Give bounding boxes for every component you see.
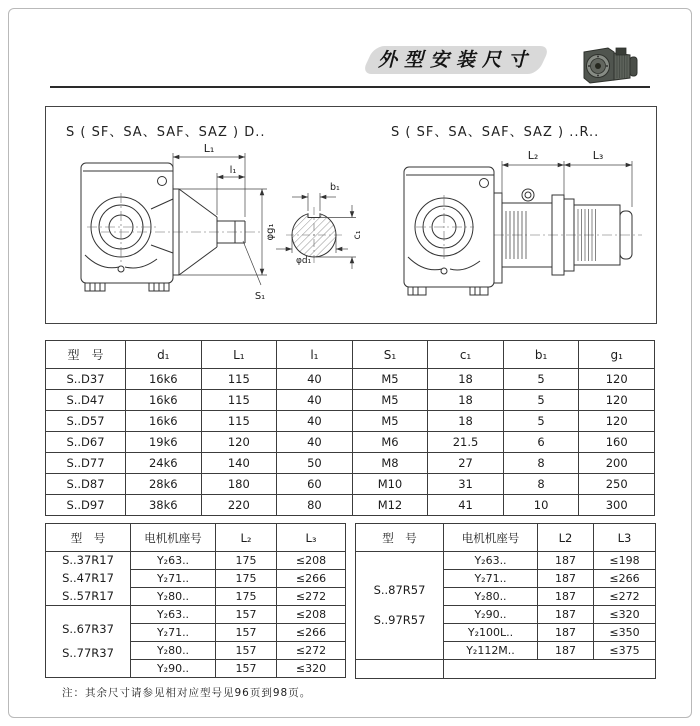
table-cell: 27: [428, 453, 504, 474]
column-header: 型 号: [46, 524, 131, 552]
dim-label-L1: L₁: [203, 142, 215, 155]
table-header-row: [46, 524, 346, 552]
table-cell: Y₂80..: [131, 642, 216, 660]
table-cell: 50: [277, 453, 353, 474]
table-cell: ≤320: [277, 660, 346, 678]
table-cell: Y₂63..: [131, 552, 216, 570]
table-cell: 120: [201, 432, 277, 453]
table-row: [46, 495, 655, 516]
table-cell: 5: [503, 411, 579, 432]
table-row: [46, 453, 655, 474]
table-cell: 175: [216, 588, 277, 606]
dim-label-b1: b₁: [330, 182, 340, 193]
gearmotor-photo-icon: [584, 48, 637, 83]
table-cell: [444, 660, 656, 679]
header-divider: [50, 86, 650, 88]
table-cell: 120: [579, 390, 655, 411]
table-cell: 157: [216, 642, 277, 660]
table-cell: 187: [538, 552, 594, 570]
table-cell: ≤272: [594, 588, 656, 606]
column-header: L₃: [277, 524, 346, 552]
column-header: S₁: [352, 341, 428, 369]
table-cell: Y₂80..: [131, 588, 216, 606]
table-cell: Y₂90..: [131, 660, 216, 678]
adapter-and-motor: [494, 189, 632, 283]
table-cell: 187: [538, 588, 594, 606]
table-cell: 41: [428, 495, 504, 516]
table-header-row: [356, 524, 656, 552]
shaft-dimensions-table: [45, 340, 655, 516]
model-label: S..57R17: [62, 588, 114, 603]
table-cell: Y₂63..: [444, 552, 538, 570]
table-cell: 115: [201, 369, 277, 390]
table-cell: ≤266: [594, 570, 656, 588]
table-cell: M5: [352, 411, 428, 432]
table-cell: 8: [503, 453, 579, 474]
table-cell: 220: [201, 495, 277, 516]
table-cell: 40: [277, 411, 353, 432]
table-row: [46, 390, 655, 411]
table-cell: 187: [538, 570, 594, 588]
model-cell: S..D57: [46, 411, 126, 432]
model-label: S..37R17: [62, 553, 114, 567]
table-cell: M6: [352, 432, 428, 453]
table-cell: 16k6: [126, 390, 202, 411]
model-label: S..87R57: [373, 582, 426, 597]
table-cell: 38k6: [126, 495, 202, 516]
column-header: 型 号: [46, 341, 126, 369]
table-cell: ≤208: [277, 606, 346, 624]
table-cell: ≤375: [594, 642, 656, 660]
dim-label-L3: L₃: [592, 149, 604, 162]
table-cell: [356, 660, 444, 679]
shaft-cross-section-drawing: [268, 177, 374, 289]
dim-label-L2: L₂: [527, 149, 539, 162]
motor-frame-table-left: [45, 523, 346, 678]
table-cell: 21.5: [428, 432, 504, 453]
table-cell: 10: [503, 495, 579, 516]
model-cell: S..D47: [46, 390, 126, 411]
table-cell: 187: [538, 606, 594, 624]
table-cell: 24k6: [126, 453, 202, 474]
table-row: [46, 552, 346, 570]
figure-label-r-series: S ( SF、SA、SAF、SAZ ) ..R..: [391, 125, 600, 140]
table-cell: 157: [216, 660, 277, 678]
drawings-panel: [45, 106, 657, 324]
table-cell: 120: [579, 411, 655, 432]
table-cell: Y₂71..: [131, 624, 216, 642]
table-cell: 187: [538, 624, 594, 642]
column-header: d₁: [126, 341, 202, 369]
column-header: L₁: [201, 341, 277, 369]
column-header: b₁: [503, 341, 579, 369]
table-cell: 31: [428, 474, 504, 495]
table-cell: ≤208: [277, 552, 346, 570]
table-cell: 5: [503, 369, 579, 390]
column-header: 电机机座号: [131, 524, 216, 552]
table-cell: M12: [352, 495, 428, 516]
table-cell: Y₂63..: [131, 606, 216, 624]
model-cell: S..D97: [46, 495, 126, 516]
table-cell: 187: [538, 642, 594, 660]
dim-label-S1: S₁: [254, 291, 266, 302]
table-cell: 60: [277, 474, 353, 495]
gearmotor-side-view-drawing: [394, 143, 650, 315]
dim-label-g1: φg₁: [265, 223, 276, 241]
empty-row: [356, 660, 656, 679]
column-header: l₁: [277, 341, 353, 369]
table-cell: 28k6: [126, 474, 202, 495]
shaft-section-with-keyway: [292, 214, 336, 257]
table-cell: 5: [503, 390, 579, 411]
table-cell: 16k6: [126, 411, 202, 432]
table-cell: ≤320: [594, 606, 656, 624]
table-cell: 18: [428, 369, 504, 390]
model-cell: S..D67: [46, 432, 126, 453]
table-cell: 6: [503, 432, 579, 453]
dim-label-d1: φd₁: [296, 256, 312, 266]
dimension-lines: [502, 161, 632, 207]
table-cell: M5: [352, 369, 428, 390]
table-cell: Y₂90..: [444, 606, 538, 624]
dimension-lines: [173, 153, 267, 285]
table-cell: ≤198: [594, 552, 656, 570]
table-cell: 115: [201, 411, 277, 432]
table-cell: 160: [579, 432, 655, 453]
table-cell: 140: [201, 453, 277, 474]
figure-label-d-series: S ( SF、SA、SAF、SAZ ) D..: [66, 125, 266, 140]
dim-label-l1: l₁: [229, 165, 237, 176]
table-cell: 175: [216, 570, 277, 588]
page-title: 外型安装尺寸: [377, 49, 534, 71]
table-cell: ≤272: [277, 588, 346, 606]
table-cell: 18: [428, 390, 504, 411]
table-row: [46, 432, 655, 453]
model-cell: S..D37: [46, 369, 126, 390]
table-cell: 175: [216, 552, 277, 570]
model-group-cell: [46, 552, 131, 606]
table-cell: 8: [503, 474, 579, 495]
table-cell: M10: [352, 474, 428, 495]
table-cell: 40: [277, 369, 353, 390]
model-label: S..67R37: [62, 621, 114, 636]
column-header: L3: [594, 524, 656, 552]
model-cell: S..D87: [46, 474, 126, 495]
table-cell: ≤266: [277, 570, 346, 588]
dim-label-c1: c₁: [352, 230, 363, 240]
table-cell: M8: [352, 453, 428, 474]
column-header: c₁: [428, 341, 504, 369]
table-cell: Y₂112M..: [444, 642, 538, 660]
table-row: [46, 606, 346, 624]
table-header-row: [46, 341, 655, 369]
table-cell: Y₂71..: [444, 570, 538, 588]
table-cell: 115: [201, 390, 277, 411]
motor-frame-table-right: [355, 523, 656, 679]
model-label: S..97R57: [373, 612, 426, 627]
table-cell: 19k6: [126, 432, 202, 453]
table-cell: 180: [201, 474, 277, 495]
table-cell: Y₂80..: [444, 588, 538, 606]
table-cell: 157: [216, 624, 277, 642]
table-cell: 200: [579, 453, 655, 474]
table-row: [46, 474, 655, 495]
model-cell: S..D77: [46, 453, 126, 474]
column-header: L₂: [216, 524, 277, 552]
footnote: 注：其余尺寸请参见相对应型号见96页到98页。: [62, 687, 312, 699]
table-row: [46, 369, 655, 390]
model-group-cell: [46, 606, 131, 678]
table-cell: 40: [277, 390, 353, 411]
table-cell: M5: [352, 390, 428, 411]
table-cell: 120: [579, 369, 655, 390]
column-header: 型 号: [356, 524, 444, 552]
gearmotor-thumbnail: [578, 38, 640, 88]
table-cell: ≤272: [277, 642, 346, 660]
table-cell: ≤266: [277, 624, 346, 642]
model-group-cell: [356, 552, 444, 660]
table-cell: Y₂100L..: [444, 624, 538, 642]
table-cell: Y₂71..: [131, 570, 216, 588]
table-cell: 250: [579, 474, 655, 495]
column-header: L2: [538, 524, 594, 552]
column-header: g₁: [579, 341, 655, 369]
model-label: S..77R37: [62, 646, 114, 661]
table-cell: 16k6: [126, 369, 202, 390]
table-cell: ≤350: [594, 624, 656, 642]
table-row: [46, 411, 655, 432]
table-cell: 40: [277, 432, 353, 453]
gearbox-side-view-drawing: [61, 137, 291, 319]
table-row: [356, 552, 656, 570]
gearbox-body: [404, 167, 494, 295]
table-cell: 157: [216, 606, 277, 624]
column-header: 电机机座号: [444, 524, 538, 552]
table-cell: 80: [277, 495, 353, 516]
table-cell: 300: [579, 495, 655, 516]
table-cell: 18: [428, 411, 504, 432]
model-label: S..47R17: [62, 570, 114, 585]
